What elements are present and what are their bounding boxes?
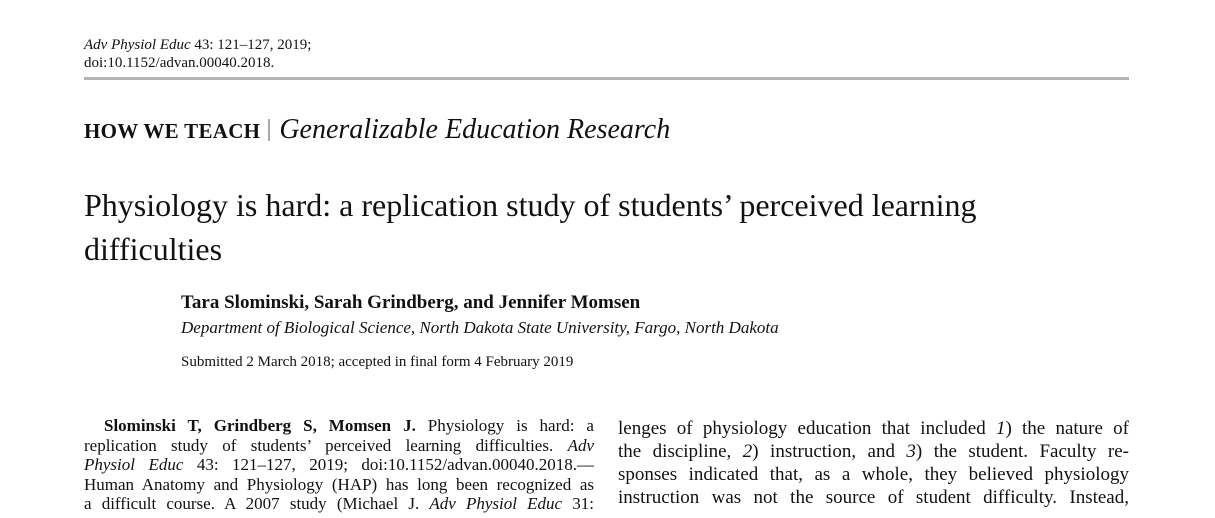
section-subject: Generalizable Education Research bbox=[279, 114, 671, 145]
journal-name: Adv Physiol Educ bbox=[84, 37, 191, 53]
journal-citation bbox=[84, 36, 311, 72]
abstract-text: replication study of students’ perceived learning difficulties. bbox=[84, 435, 568, 455]
abstract-text: ) the student. Faculty re- bbox=[915, 441, 1130, 462]
list-marker: 2 bbox=[742, 441, 753, 462]
author-affiliation: Department of Biological Science, North Dakota State University, Fargo, North Dakota bbox=[181, 318, 779, 337]
section-separator bbox=[268, 119, 270, 141]
abstract-text: lenges of physiology education that included bbox=[618, 418, 996, 439]
abstract-left-column bbox=[84, 416, 594, 514]
abstract-right-column bbox=[618, 417, 1129, 509]
abstract-line: instruction was not the source of student difficulty. Instead, bbox=[618, 487, 1129, 508]
abstract-line bbox=[84, 416, 594, 436]
abstract-text: 31: bbox=[562, 494, 594, 513]
abstract-line bbox=[618, 417, 1129, 440]
section-heading bbox=[84, 114, 670, 146]
citation-volume-pages: 43: 121–127, 2019; bbox=[194, 37, 312, 53]
abstract-text: ) instruction, and bbox=[752, 441, 907, 462]
abstract-line: Human Anatomy and Physiology (HAP) has long been recognized as bbox=[84, 474, 594, 494]
abstract-citation-authors: Slominski T, Grindberg S, Momsen J. bbox=[104, 416, 416, 435]
abstract-journal-italic: Adv bbox=[567, 435, 594, 455]
list-marker: 3 bbox=[906, 441, 916, 462]
list-marker: 1 bbox=[995, 418, 1006, 439]
abstract-journal-italic: Adv Physiol Educ bbox=[429, 494, 563, 513]
article-title-line: Physiology is hard: a replication study of students’ perceived learning bbox=[84, 187, 977, 223]
abstract-text: Physiology is hard: a bbox=[415, 416, 594, 435]
section-kicker: HOW WE TEACH bbox=[84, 119, 261, 143]
abstract-journal-italic: Physiol Educ bbox=[84, 455, 184, 474]
abstract-line bbox=[84, 455, 594, 475]
abstract-text: ) the nature of bbox=[1005, 418, 1129, 439]
article-title bbox=[84, 183, 1084, 271]
doi[interactable]: doi:10.1152/advan.00040.2018. bbox=[84, 55, 275, 71]
abstract-text: the discipline, bbox=[618, 441, 743, 462]
abstract-line bbox=[84, 494, 594, 514]
author-list: Tara Slominski, Sarah Grindberg, and Jennifer Momsen bbox=[181, 292, 641, 313]
abstract-text: a difficult course. A 2007 study (Michael J. bbox=[84, 494, 430, 513]
header-divider bbox=[84, 77, 1129, 80]
abstract-line bbox=[618, 440, 1129, 463]
submission-dates: Submitted 2 March 2018; accepted in final form 4 February 2019 bbox=[181, 354, 574, 370]
abstract-text: 43: 121–127, 2019; doi:10.1152/advan.00040.2018.— bbox=[183, 455, 595, 474]
abstract-line bbox=[84, 436, 594, 456]
abstract-line: sponses indicated that, as a whole, they believed physiology bbox=[618, 464, 1129, 485]
article-title-line: difficulties bbox=[84, 231, 223, 267]
